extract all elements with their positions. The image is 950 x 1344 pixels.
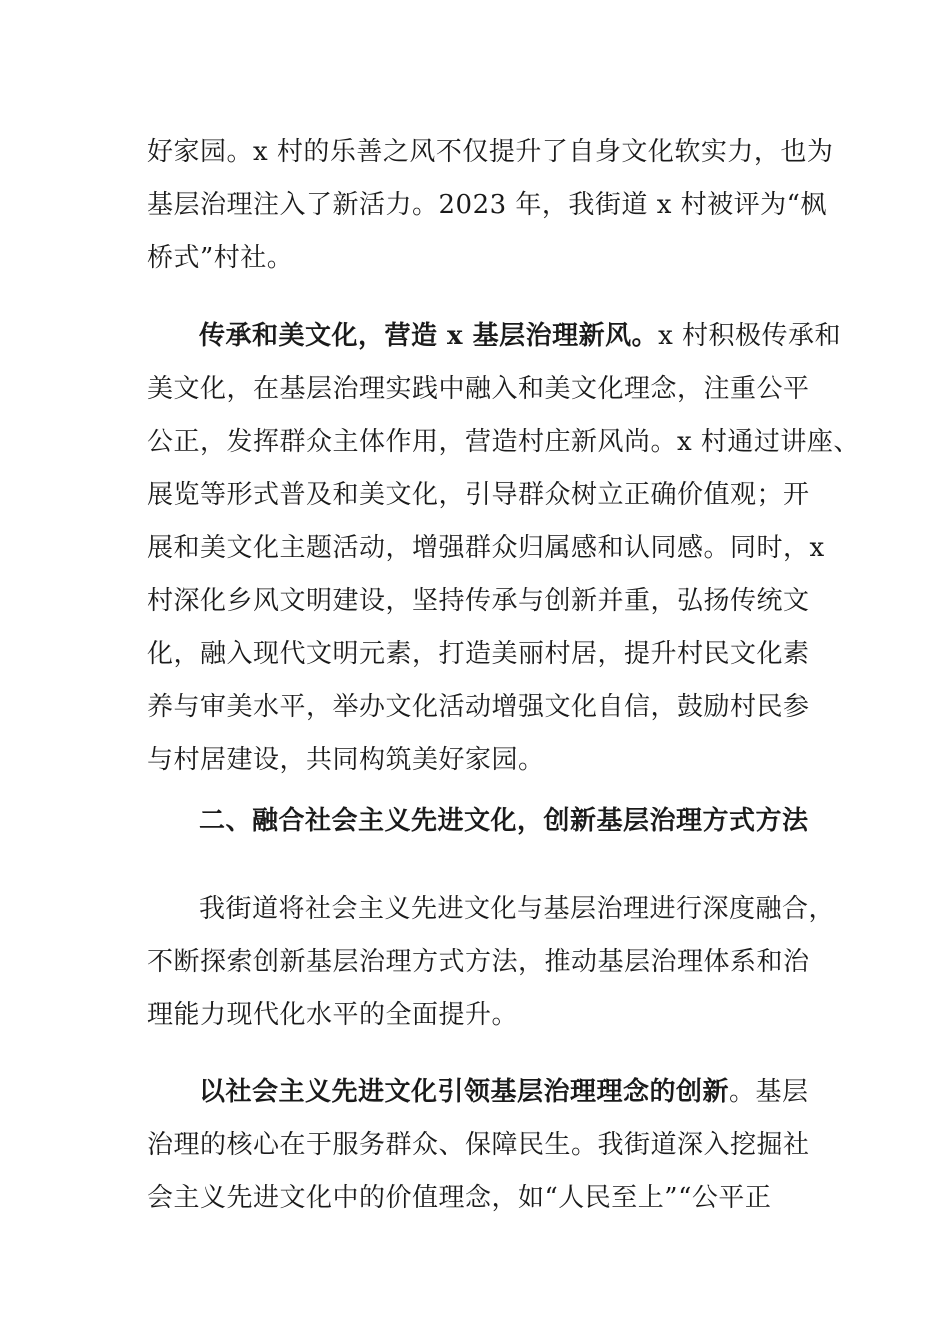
text-line: 我街道将社会主义先进文化与基层治理进行深度融合， [199, 894, 836, 924]
text-line: 展览等形式普及和美文化，引导群众树立正确价值观；开 [147, 480, 810, 510]
text-line: 不断探索创新基层治理方式方法，推动基层治理体系和治 [147, 947, 810, 977]
paragraph-section-intro [147, 883, 836, 1042]
text-line: 理能力现代化水平的全面提升。 [147, 1000, 519, 1030]
text-line: 好家园。x 村的乐善之风不仅提升了自身文化软实力，也为 [147, 137, 834, 167]
text-line: 村深化乡风文明建设，坚持传承与创新并重，弘扬传统文 [147, 586, 810, 616]
text-line: 治理的核心在于服务群众、保障民生。我街道深入挖掘社 [147, 1130, 810, 1160]
text-line [147, 310, 842, 363]
text-line: 基层治理注入了新活力。2023 年，我街道 x 村被评为“枫 [147, 190, 827, 220]
text-line: 与村居建设，共同构筑美好家园。 [147, 745, 545, 775]
text-line: 养与审美水平，举办文化活动增强文化自信，鼓励村民参 [147, 692, 810, 722]
paragraph-advanced-culture [147, 1066, 810, 1225]
paragraph-heritage-culture [147, 310, 860, 787]
text-line [147, 1066, 807, 1119]
text-line: 公正，发挥群众主体作用，营造村庄新风尚。x 村通过讲座、 [147, 427, 860, 457]
text-line: 展和美文化主题活动，增强群众归属感和认同感。同时，x [147, 533, 825, 563]
text-line: 会主义先进文化中的价值理念，如“人民至上”“公平正 [147, 1183, 772, 1213]
text-line: 化，融入现代文明元素，打造美丽村居，提升村民文化素 [147, 639, 810, 669]
text-line: 桥式”村社。 [147, 243, 294, 273]
text-line: 美文化，在基层治理实践中融入和美文化理念，注重公平 [147, 374, 810, 404]
section-heading [147, 795, 807, 848]
heading-line [147, 795, 807, 848]
paragraph-continuation [147, 126, 834, 285]
inline-heading: 传承和美文化，营造 x 基层治理新风。 [199, 321, 659, 351]
inline-heading: 以社会主义先进文化引领基层治理理念的创新 [199, 1077, 730, 1107]
inline-text: x 村积极传承和 [658, 321, 842, 351]
inline-text: 。基层 [729, 1077, 809, 1107]
section-heading-text: 二、融合社会主义先进文化，创新基层治理方式方法 [199, 806, 809, 836]
